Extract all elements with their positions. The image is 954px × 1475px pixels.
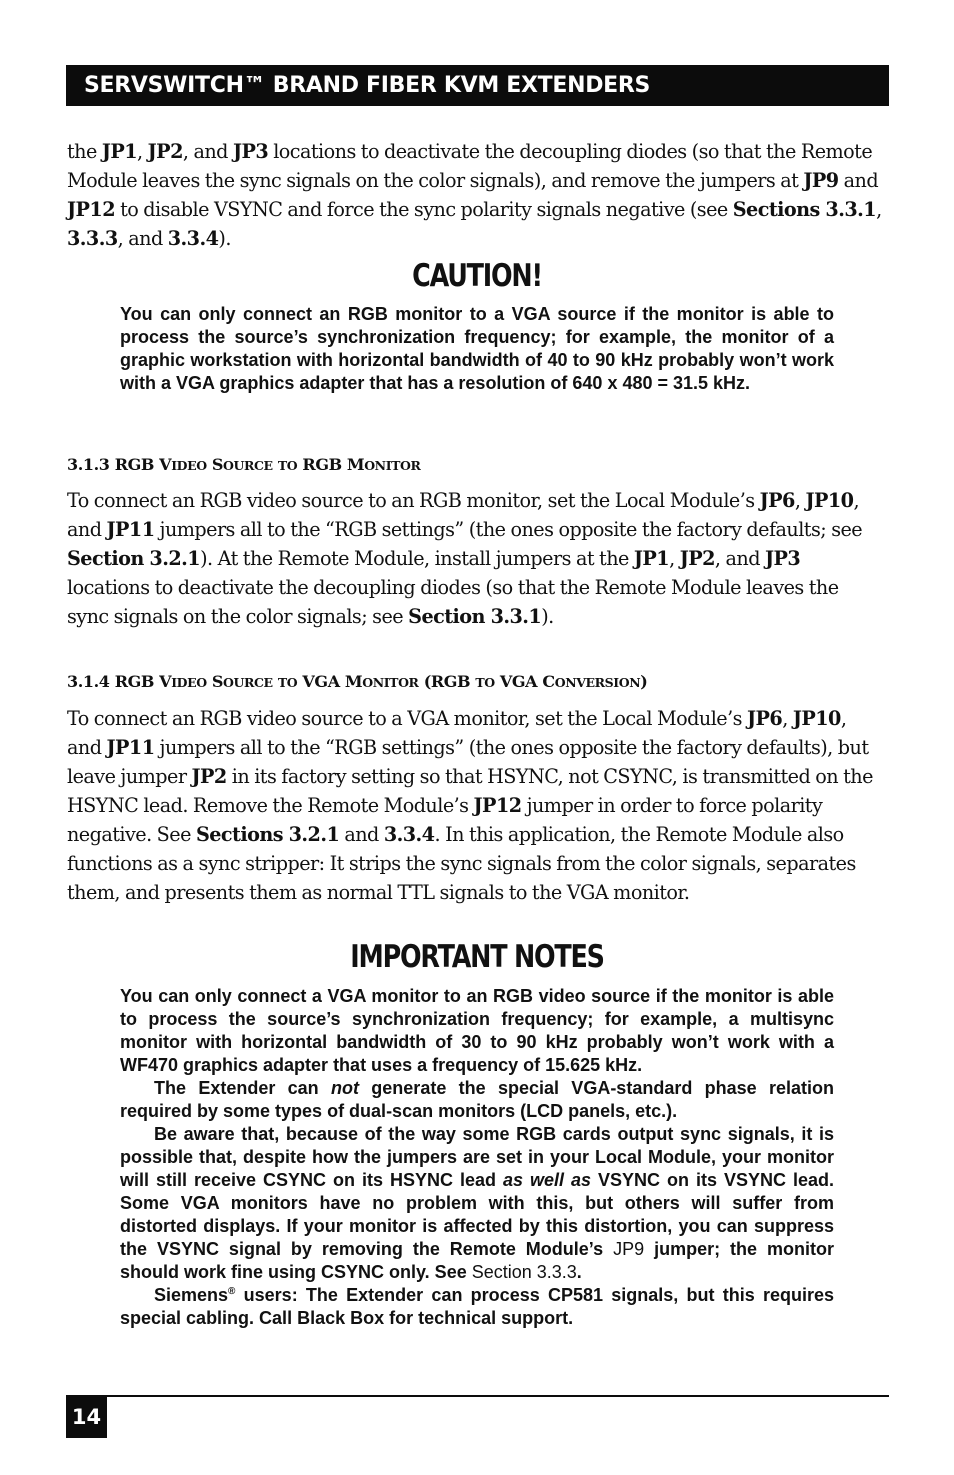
important-note-3: Be aware that, because of the way some RGB cards output sync signals, it is possible that, despite how the jumpers are set in your Local Module, your monitor will still receive CSYNC on its HSYNC lead as well as VSYNC on its VSYNC lead. Some VGA monitors have no problem with this, but others will suffer from distorted displays. If your monitor is affected by this distortion, you can suppress the VSYNC signal by removing the Remote Module’s JP9 jumper; the monitor should work fine using CSYNC only. See Section 3.3.3. — [120, 1124, 835, 1282]
important-note-4: Siemens® users: The Extender can process CP581 signals, but this requires special cabling. Call Black Box for technical support. — [120, 1285, 834, 1328]
important-notes-title: IMPORTANT NOTES — [350, 939, 604, 975]
section-3-1-3-heading: 3.1.3 RGB VIDEO SOURCE TO RGB MONITOR — [67, 455, 421, 474]
intro-paragraph: the JP1, JP2, and JP3 locations to deactivate the decoupling diodes (so that the Remote Module leaves the sync signals on the color signals), and remove the jumpers at JP9 and JP12 to disable VSYNC and force the sync polarity signals negative (see Sections 3.3.1, 3.3.3, and 3.3.4). — [67, 140, 882, 250]
important-note-2: The Extender can not generate the special VGA-standard phase relation required by some types of dual-scan monitors (LCD panels, etc.). — [120, 1078, 834, 1121]
caution-title: CAUTION! — [412, 258, 542, 294]
page-number: 14 — [66, 1397, 107, 1438]
page-header — [66, 65, 889, 106]
section-3-1-4-paragraph: To connect an RGB video source to a VGA monitor, set the Local Module’s JP6, JP10, and JP11 jumpers all to the “RGB settings” (the ones opposite the factory defaults), but leave jumper JP2 in its factory setting so that HSYNC, not CSYNC, is transmitted on the HSYNC lead. Remove the Remote Module’s JP12 jumper in order to force polarity negative. See Sections 3.2.1 and 3.3.4. In this application, the Remote Module also functions as a sync stripper: It strips the sync signals from the color signals, separates them, and presents them as normal TTL signals to the VGA monitor. — [67, 707, 873, 904]
footer-rule — [66, 1395, 889, 1397]
important-note-1: You can only connect a VGA monitor to an RGB video source if the monitor is able to process the source’s synchronization frequency; for example, a multisync monitor with horizontal bandwidth of 30 to 90 kHz probably won’t work with a WF470 graphics adapter that uses a frequency of 15.625 kHz. — [120, 986, 834, 1075]
header-title: SERVSWITCH™ BRAND FIBER KVM EXTENDERS — [84, 73, 651, 98]
section-3-1-3-paragraph: To connect an RGB video source to an RGB monitor, set the Local Module’s JP6, JP10, and JP11 jumpers all to the “RGB settings” (the ones opposite the factory defaults; see Section 3.2.1). At the Remote Module, install jumpers at the JP1, JP2, and JP3 locations to deactivate the decoupling diodes (so that the Remote Module leaves the sync signals on the color signals; see Section 3.3.1). — [67, 489, 863, 628]
important-notes-text — [120, 985, 834, 1330]
caution-text: You can only connect an RGB monitor to a VGA source if the monitor is able to process the source’s synchronization frequency; for example, the monitor of a graphic workstation with horizontal bandwidth of 40 to 90 kHz probably won’t work with a VGA graphics adapter that has a resolution of 640 x 480 = 31.5 kHz. — [120, 304, 834, 393]
section-3-1-4-heading: 3.1.4 RGB VIDEO SOURCE TO VGA MONITOR (RGB TO VGA CONVERSION) — [67, 672, 648, 691]
